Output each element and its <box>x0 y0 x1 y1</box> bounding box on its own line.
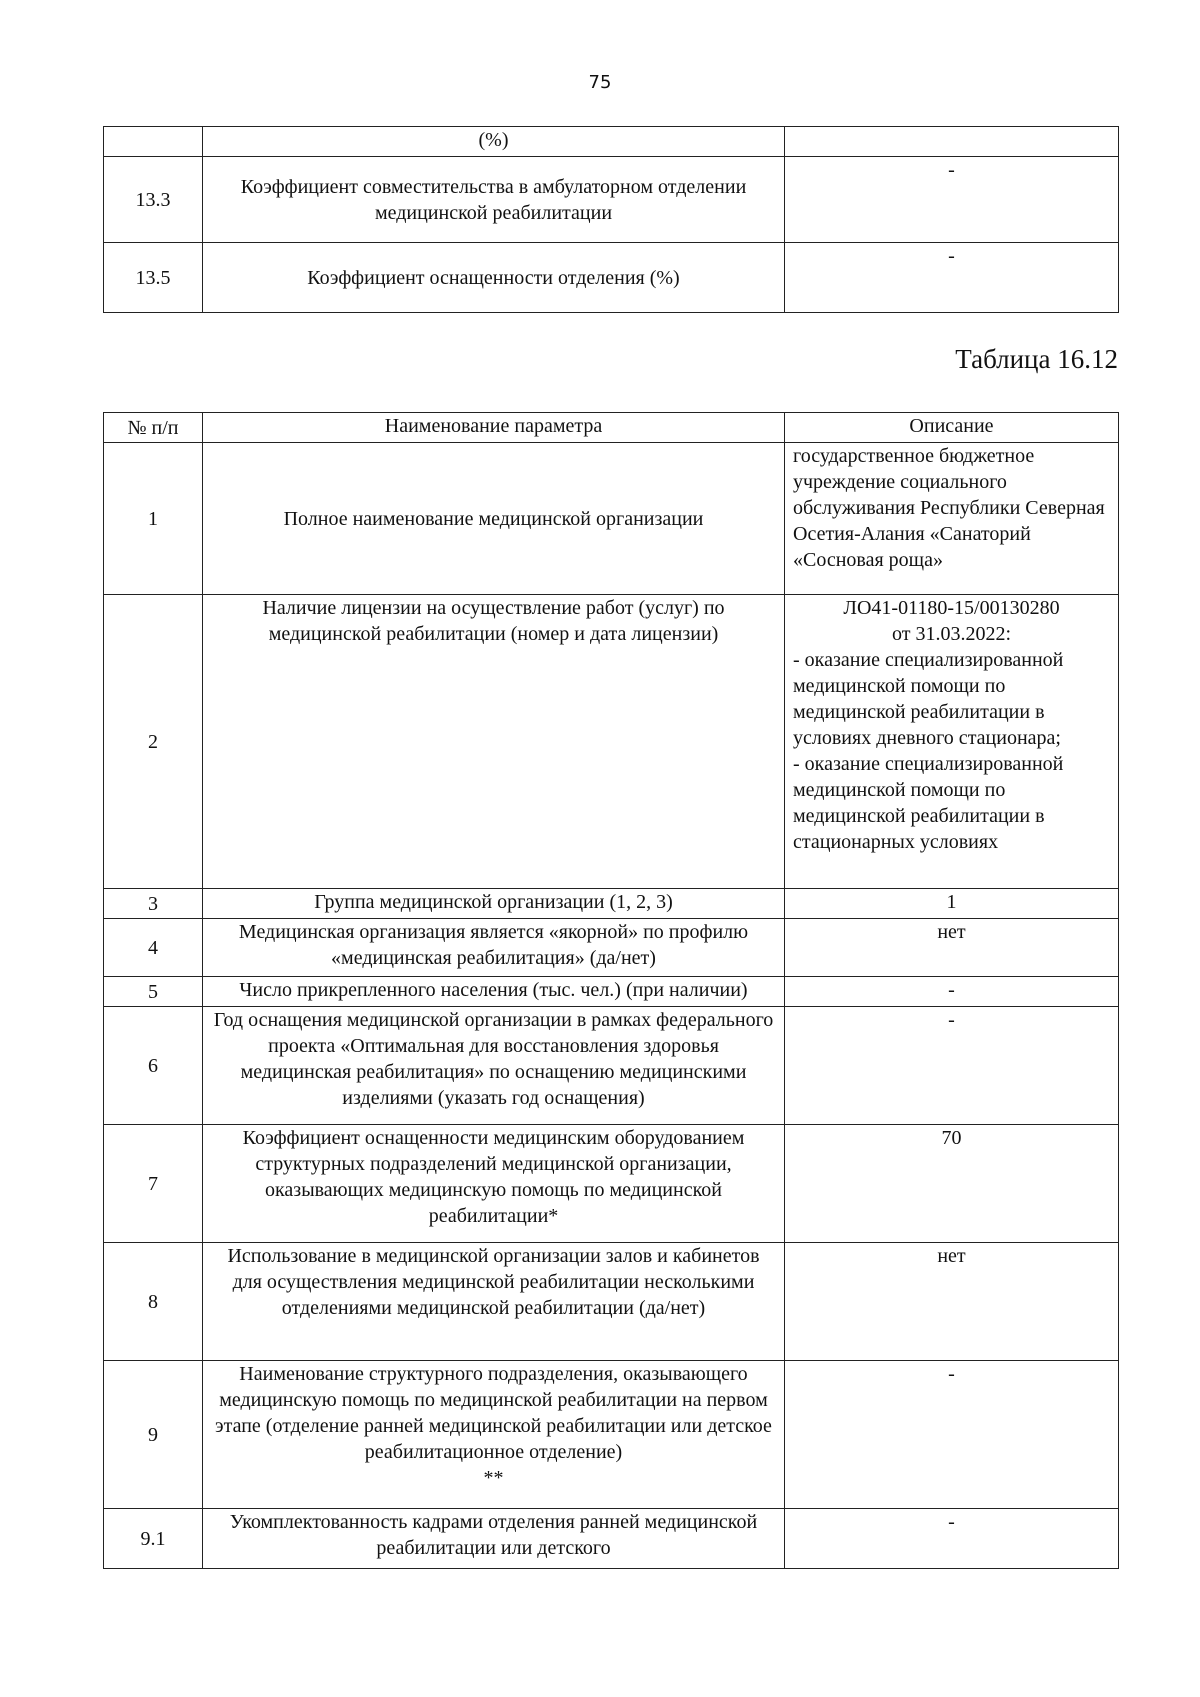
parameter-description: 70 <box>785 1125 1119 1243</box>
row-number: 4 <box>104 919 203 977</box>
table-row <box>104 1007 1119 1125</box>
page-number: 75 <box>588 72 612 93</box>
row-number: 8 <box>104 1243 203 1361</box>
parameter-name-text: Наименование структурного подразделения, оказывающего медицинскую помощь по медицинской реабилитации на первом этапе (отделение ранней медицинской реабилитации или детское реабилитационное отделение) <box>215 1363 772 1463</box>
parameter-name: (%) <box>203 127 785 157</box>
table-row <box>104 157 1119 243</box>
row-number: 5 <box>104 977 203 1007</box>
license-number: ЛО41-01180-15/00130280 <box>843 597 1060 619</box>
table-row <box>104 443 1119 595</box>
column-header-name: Наименование параметра <box>203 413 785 443</box>
parameter-description: - <box>785 1361 1119 1509</box>
table-row <box>104 127 1119 157</box>
row-number: 9.1 <box>104 1509 203 1569</box>
license-item: - оказание специализированной медицинской помощи по медицинской реабилитации в стационарных условиях <box>793 753 1064 853</box>
table-caption: Таблица 16.12 <box>955 344 1118 374</box>
table-row <box>104 889 1119 919</box>
parameter-name: Наличие лицензии на осуществление работ (услуг) по медицинской реабилитации (номер и дата лицензии) <box>203 595 785 889</box>
parameter-description: 1 <box>785 889 1119 919</box>
parameter-description: - <box>785 1509 1119 1569</box>
parameter-description <box>785 595 1119 889</box>
license-date: от 31.03.2022: <box>891 623 1012 645</box>
parameter-name: Коэффициент оснащенности отделения (%) <box>203 243 785 313</box>
table-row <box>104 1509 1119 1569</box>
parameter-name: Полное наименование медицинской организации <box>203 443 785 595</box>
parameter-name: Использование в медицинской организации залов и кабинетов для осуществления медицинской реабилитации несколькими отделениями медицинской реабилитации (да/нет) <box>203 1243 785 1361</box>
parameter-description: - <box>785 1007 1119 1125</box>
row-number: 9 <box>104 1361 203 1509</box>
table-row <box>104 919 1119 977</box>
table-row <box>104 1361 1119 1509</box>
footnote-marker: ** <box>483 1467 504 1489</box>
table-row <box>104 1243 1119 1361</box>
continuation-table <box>103 126 1119 313</box>
parameter-description: - <box>785 977 1119 1007</box>
row-number: 13.3 <box>104 157 203 243</box>
parameter-value <box>785 127 1119 157</box>
parameter-description: нет <box>785 919 1119 977</box>
parameter-name: Медицинская организация является «якорной» по профилю «медицинская реабилитация» (да/нет) <box>203 919 785 977</box>
parameter-name: Коэффициент совместительства в амбулаторном отделении медицинской реабилитации <box>203 157 785 243</box>
table-row <box>104 977 1119 1007</box>
parameter-name: Группа медицинской организации (1, 2, 3) <box>203 889 785 919</box>
parameters-table <box>103 412 1119 1569</box>
row-number <box>104 127 203 157</box>
table-row <box>104 595 1119 889</box>
parameter-name: Число прикрепленного населения (тыс. чел.) (при наличии) <box>203 977 785 1007</box>
parameter-name: Укомплектованность кадрами отделения ранней медицинской реабилитации или детского <box>203 1509 785 1569</box>
column-header-description: Описание <box>785 413 1119 443</box>
table-row <box>104 243 1119 313</box>
parameter-description: государственное бюджетное учреждение социального обслуживания Республики Северная Осетия-Алания «Санаторий «Сосновая роща» <box>785 443 1119 595</box>
parameter-value: - <box>785 157 1119 243</box>
row-number: 6 <box>104 1007 203 1125</box>
license-item: - оказание специализированной медицинской помощи по медицинской реабилитации в условиях дневного стационара; <box>793 649 1064 749</box>
parameter-description: нет <box>785 1243 1119 1361</box>
row-number: 13.5 <box>104 243 203 313</box>
column-header-number: № п/п <box>104 413 203 443</box>
table-header-row <box>104 413 1119 443</box>
parameter-name: Коэффициент оснащенности медицинским оборудованием структурных подразделений медицинской организации, оказывающих медицинскую помощь по медицинской реабилитации* <box>203 1125 785 1243</box>
parameter-name <box>203 1361 785 1509</box>
row-number: 7 <box>104 1125 203 1243</box>
parameter-value: - <box>785 243 1119 313</box>
row-number: 2 <box>104 595 203 889</box>
table-row <box>104 1125 1119 1243</box>
row-number: 3 <box>104 889 203 919</box>
parameter-name: Год оснащения медицинской организации в рамках федерального проекта «Оптимальная для восстановления здоровья медицинская реабилитация» по оснащению медицинскими изделиями (указать год оснащения) <box>203 1007 785 1125</box>
row-number: 1 <box>104 443 203 595</box>
